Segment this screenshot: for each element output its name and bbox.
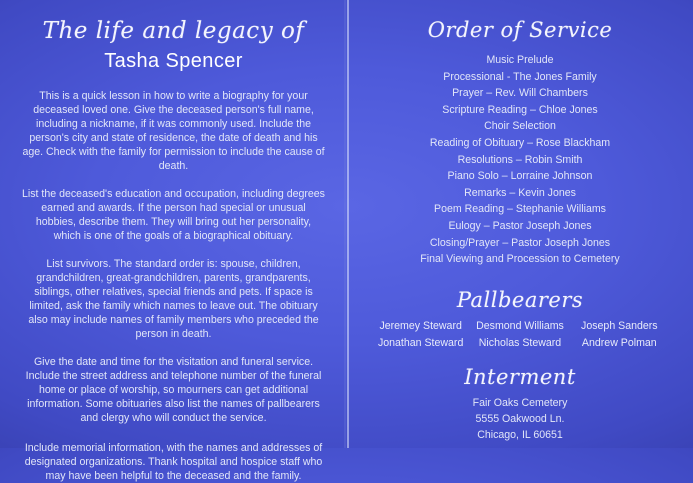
bio-paragraph: List the deceased's education and occupation, including degrees earned and awards. If the person had special or unusual hobbies, describe them. They will bring out her personality, which is one of the goals of a biographical obituary. bbox=[22, 188, 325, 242]
interment-line: Chicago, IL 60651 bbox=[477, 428, 563, 441]
interment-heading: Interment bbox=[464, 364, 576, 389]
pallbearers-heading: Pallbearers bbox=[456, 287, 584, 312]
interment-line: Fair Oaks Cemetery bbox=[472, 396, 568, 409]
bio-paragraph: Include memorial information, with the names and addresses of designated organizations. Thank hospital and hospice staff who may have been helpful to the deceased and the family. bbox=[24, 442, 323, 482]
service-item: Processional - The Jones Family bbox=[443, 70, 597, 83]
deceased-name: Tasha Spencer bbox=[104, 50, 243, 72]
service-item: Choir Selection bbox=[484, 120, 556, 133]
service-item: Remarks – Kevin Jones bbox=[464, 186, 576, 199]
service-item: Reading of Obituary – Rose Blackham bbox=[429, 136, 611, 149]
bio-paragraph: This is a quick lesson in how to write a biography for your deceased loved one. Give the deceased person's full name, including a nickname, if it was commonly used. Include the person's city and state of residence, the date of death and his age. Check with the family for permission to include the cause of death. bbox=[22, 90, 325, 172]
pallbearer-name: Jonathan Steward bbox=[377, 336, 464, 349]
service-item: Scripture Reading – Chloe Jones bbox=[442, 103, 598, 116]
interment-line: 5555 Oakwood Ln. bbox=[475, 412, 565, 425]
interment-details bbox=[373, 395, 667, 443]
pallbearer-name: Desmond Williams bbox=[476, 319, 564, 332]
biography-panel bbox=[0, 0, 347, 482]
service-list bbox=[373, 52, 667, 268]
service-item: Piano Solo – Lorraine Johnson bbox=[447, 170, 593, 183]
pallbearer-name: Nicholas Steward bbox=[478, 336, 562, 349]
pallbearer-name: Jeremey Steward bbox=[379, 319, 462, 332]
service-item: Poem Reading – Stephanie Williams bbox=[434, 203, 606, 216]
bio-paragraph: List survivors. The standard order is: spouse, children, grandchildren, great-grandchildren, parents, grandparents, siblings, other relatives, special friends and pets. If space is limited, ask the family which names to leave out. The obituary also may include names of family members who preceded the person in death. bbox=[28, 258, 319, 340]
life-legacy-heading: The life and legacy of bbox=[42, 18, 305, 44]
pallbearers-list bbox=[373, 320, 667, 349]
service-item: Closing/Prayer – Pastor Joseph Jones bbox=[429, 236, 611, 249]
service-item: Final Viewing and Procession to Cemetery bbox=[420, 253, 620, 266]
panel-divider bbox=[347, 0, 349, 448]
order-of-service-heading: Order of Service bbox=[427, 18, 613, 42]
order-of-service-panel bbox=[347, 0, 693, 448]
pallbearer-name: Andrew Polman bbox=[581, 336, 657, 349]
service-item: Resolutions – Robin Smith bbox=[457, 153, 583, 166]
bio-paragraph: Give the date and time for the visitation and funeral service. Include the street address and telephone number of the funeral home or place of worship, so mourners can get additional information. Some obituaries also list the names of pallbearers and clergy who will conduct the service. bbox=[25, 356, 322, 424]
pallbearer-name: Joseph Sanders bbox=[581, 319, 658, 332]
service-item: Music Prelude bbox=[486, 54, 554, 66]
service-item: Eulogy – Pastor Joseph Jones bbox=[448, 219, 592, 232]
service-item: Prayer – Rev. Will Chambers bbox=[452, 87, 588, 100]
